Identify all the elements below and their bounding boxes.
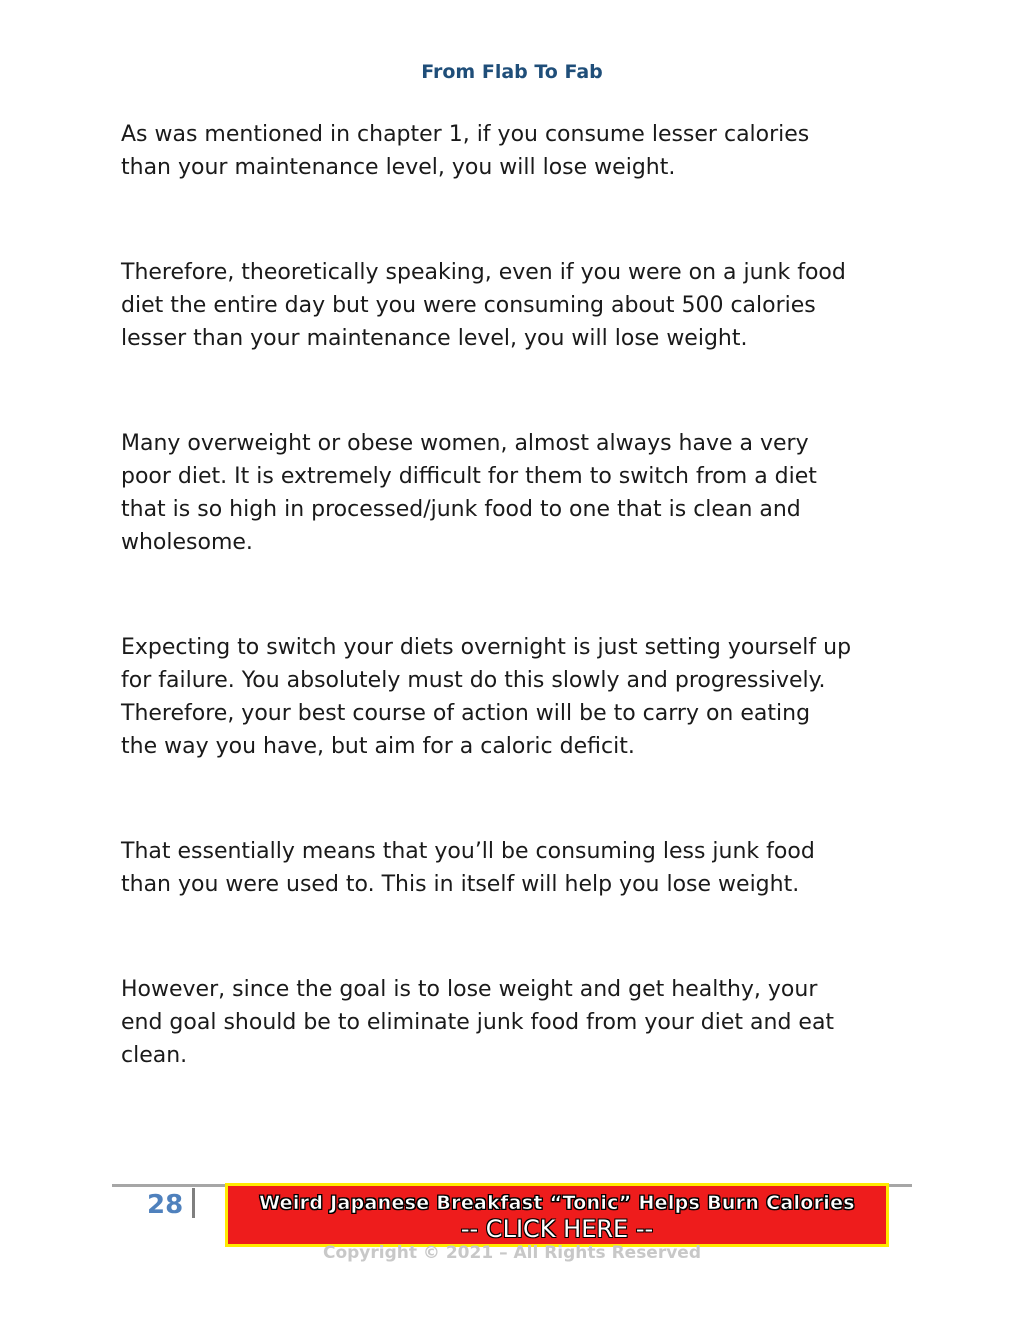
- banner-headline: Weird Japanese Breakfast “Tonic” Helps Burn Calories: [259, 1192, 855, 1214]
- paragraph-line: poor diet. It is extremely difficult for them to switch from a diet: [121, 464, 817, 489]
- paragraph-line: that is so high in processed/junk food to one that is clean and: [121, 497, 801, 522]
- paragraph-line: than your maintenance level, you will lose weight.: [121, 155, 676, 180]
- page-number-divider: [192, 1188, 195, 1218]
- page-header-title: From Flab To Fab: [421, 61, 603, 83]
- paragraph: [121, 427, 921, 559]
- click-here-ad-banner[interactable]: [225, 1183, 889, 1247]
- paragraph-line: Expecting to switch your diets overnight is just setting yourself up: [121, 635, 852, 660]
- paragraph: [121, 835, 921, 901]
- paragraph-line: than you were used to. This in itself will help you lose weight.: [121, 872, 800, 897]
- page-number: 28: [147, 1190, 184, 1220]
- paragraph-line: the way you have, but aim for a caloric deficit.: [121, 734, 635, 759]
- paragraph-line: Therefore, your best course of action will be to carry on eating: [121, 701, 811, 726]
- paragraph: [121, 118, 921, 184]
- paragraph-line: That essentially means that you’ll be consuming less junk food: [121, 839, 815, 864]
- paragraph-line: clean.: [121, 1043, 188, 1068]
- paragraph-line: As was mentioned in chapter 1, if you consume lesser calories: [121, 122, 810, 147]
- paragraph-line: for failure. You absolutely must do this slowly and progressively.: [121, 668, 826, 693]
- paragraph: [121, 631, 921, 763]
- paragraph-line: wholesome.: [121, 530, 253, 555]
- paragraph-line: Many overweight or obese women, almost always have a very: [121, 431, 809, 456]
- paragraph-line: lesser than your maintenance level, you will lose weight.: [121, 326, 748, 351]
- paragraph: [121, 256, 921, 355]
- document-body: [121, 118, 921, 1144]
- paragraph: [121, 973, 921, 1072]
- banner-click-here-link: -- CLICK HERE --: [460, 1215, 654, 1243]
- copyright-notice: Copyright © 2021 – All Rights Reserved: [322, 1243, 702, 1263]
- paragraph-line: Therefore, theoretically speaking, even if you were on a junk food: [121, 260, 846, 285]
- paragraph-line: However, since the goal is to lose weight and get healthy, your: [121, 977, 818, 1002]
- paragraph-line: end goal should be to eliminate junk food from your diet and eat: [121, 1010, 835, 1035]
- paragraph-line: diet the entire day but you were consuming about 500 calories: [121, 293, 816, 318]
